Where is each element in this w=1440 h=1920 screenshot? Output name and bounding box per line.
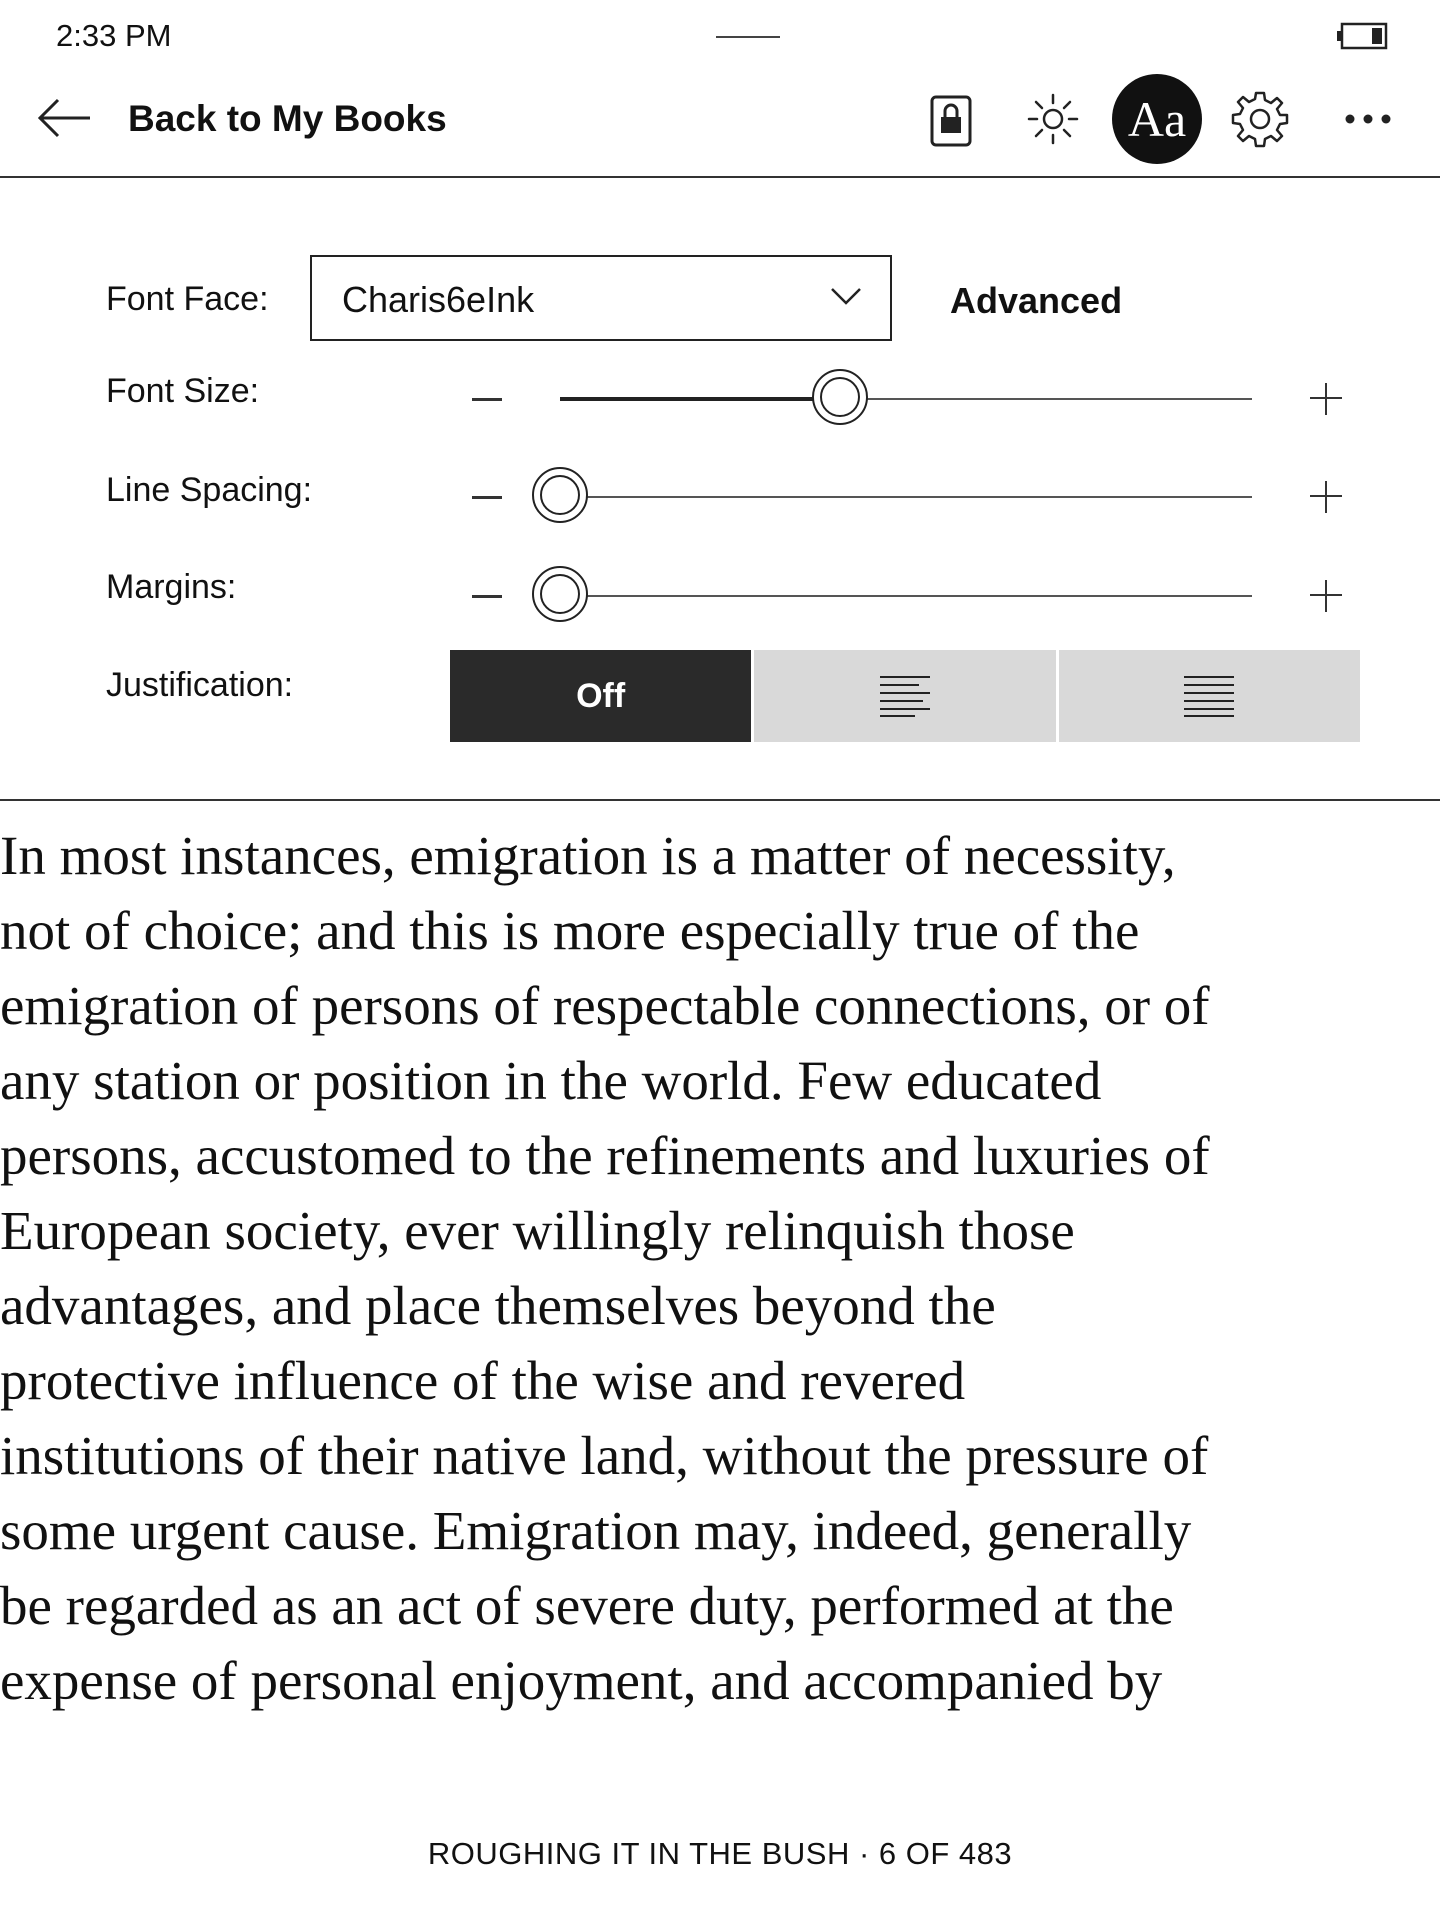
slider-track <box>560 595 1252 597</box>
settings-panel-divider <box>0 799 1440 801</box>
justified-icon <box>1183 675 1235 717</box>
status-time: 2:33 PM <box>56 18 172 53</box>
more-icon[interactable] <box>1340 88 1396 150</box>
font-face-select[interactable] <box>310 255 892 341</box>
slider-thumb[interactable] <box>532 467 588 523</box>
justification-left-button[interactable] <box>754 650 1055 742</box>
left-aligned-icon <box>879 675 931 717</box>
back-arrow-icon[interactable] <box>36 96 92 140</box>
font-size-decrease-button[interactable] <box>472 398 502 401</box>
header-divider <box>0 176 1440 178</box>
brightness-icon[interactable] <box>1020 88 1086 150</box>
font-size-label: Font Size: <box>106 372 260 410</box>
line-spacing-label: Line Spacing: <box>106 471 313 509</box>
store-icon[interactable] <box>922 88 980 150</box>
slider-thumb[interactable] <box>532 566 588 622</box>
justification-full-button[interactable] <box>1059 650 1360 742</box>
line-spacing-decrease-button[interactable] <box>472 496 502 499</box>
font-settings-icon[interactable]: Aa <box>1112 74 1202 164</box>
chevron-down-icon <box>830 285 862 307</box>
slider-track <box>560 496 1252 498</box>
advanced-button[interactable]: Advanced <box>950 280 1123 321</box>
font-face-label: Font Face: <box>106 280 269 318</box>
margins-decrease-button[interactable] <box>472 595 502 598</box>
justification-segmented-control <box>450 650 1360 742</box>
page-progress-footer: ROUGHING IT IN THE BUSH · 6 OF 483 <box>427 1836 1013 1871</box>
back-to-my-books-link[interactable]: Back to My Books <box>128 98 447 139</box>
slider-thumb[interactable] <box>812 369 868 425</box>
book-text: In most instances, emigration is a matter of necessity, not of choice; and this is more especially true of the emigration of persons of respectable connections, or of any station or position in the world. Few educated persons, accustomed to the refinements and luxuries of European society, ever willingly relinquish those advantages, and place themselves beyond the protective influence of the wise and revered institutions of their native land, without the pressure of some urgent cause. Emigration may, indeed, generally be regarded as an act of severe duty, performed at the expense of personal enjoyment, and accompanied by <box>0 825 1210 1711</box>
line-spacing-increase-button[interactable] <box>1310 481 1342 513</box>
slider-fill <box>560 397 840 401</box>
status-handle <box>716 36 780 38</box>
justification-label: Justification: <box>106 666 294 704</box>
margins-increase-button[interactable] <box>1310 580 1342 612</box>
gear-icon[interactable] <box>1228 88 1292 150</box>
margins-label: Margins: <box>106 568 237 606</box>
battery-icon <box>1336 22 1388 50</box>
font-size-increase-button[interactable] <box>1310 383 1342 415</box>
font-face-value: Charis6eInk <box>342 279 535 320</box>
justification-off-button[interactable]: Off <box>450 650 751 742</box>
